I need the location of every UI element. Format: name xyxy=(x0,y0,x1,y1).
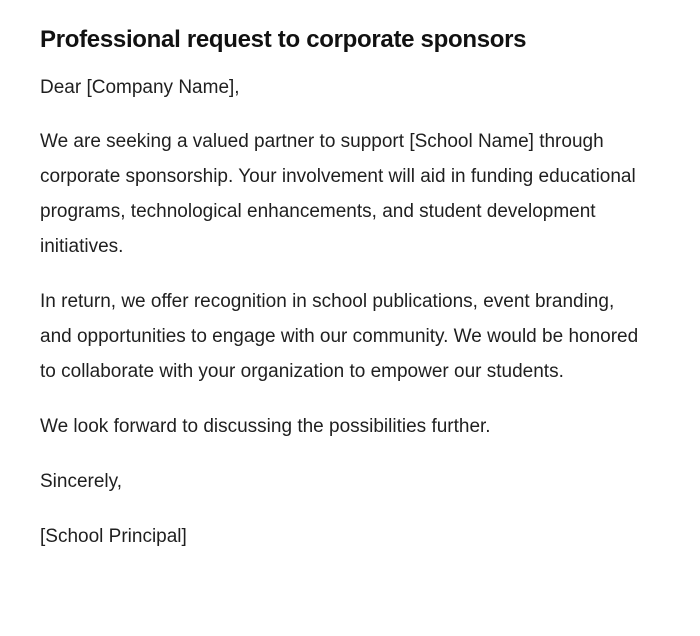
letter-valediction: Sincerely, xyxy=(40,471,123,492)
letter-title: Professional request to corporate sponsors xyxy=(40,26,527,53)
letter-paragraph-closing: We look forward to discussing the possibilities further. xyxy=(40,416,491,437)
letter-greeting: Dear [Company Name], xyxy=(40,77,240,98)
letter-signature: [School Principal] xyxy=(40,526,187,547)
letter-paragraph-intro: We are seeking a valued partner to support [School Name] through corporate sponsorship. Your involvement will aid in funding educational programs, technological enhancements, and student development initiatives. xyxy=(40,131,636,257)
letter-document xyxy=(40,22,650,574)
letter-paragraph-offer: In return, we offer recognition in school publications, event branding, and opportunities to engage with our community. We would be honored to collaborate with your organization to empower our students. xyxy=(40,291,639,382)
